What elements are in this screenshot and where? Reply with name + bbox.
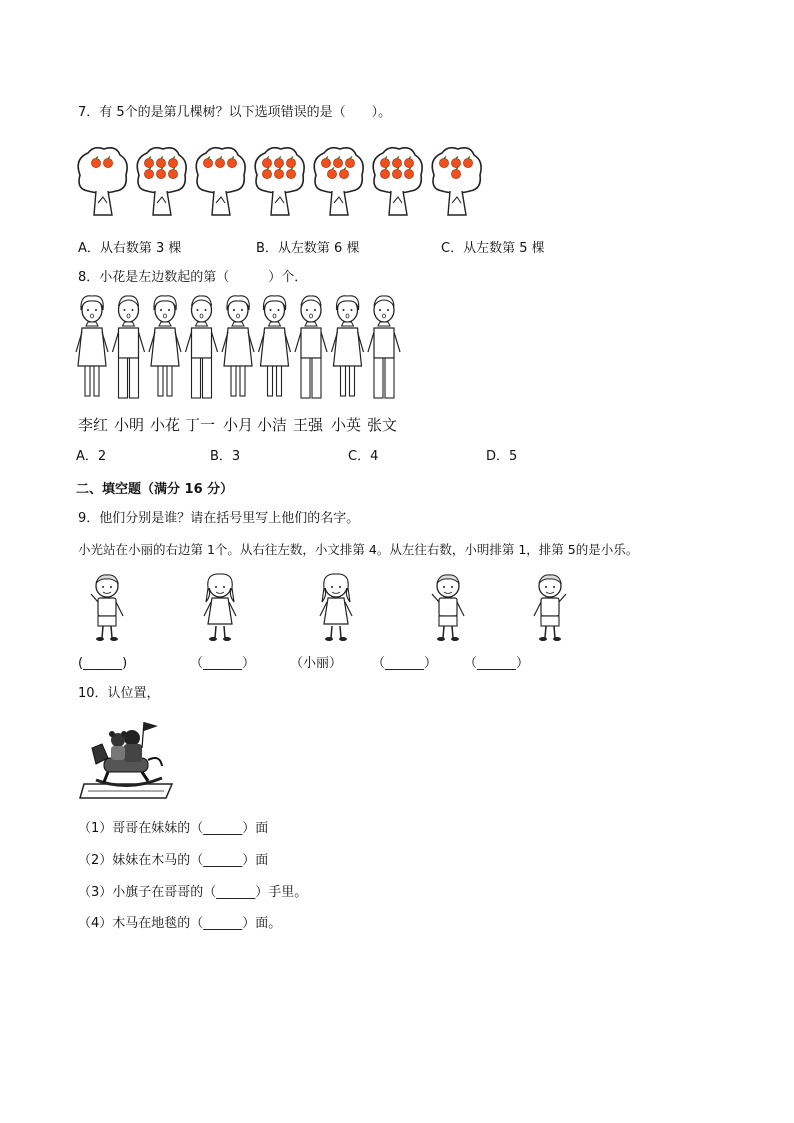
apple — [156, 169, 165, 178]
tree-4 — [255, 148, 304, 215]
tree-5 — [314, 148, 363, 215]
q9-blank-4[interactable]: （______） — [372, 656, 438, 671]
apple — [463, 158, 472, 167]
question-7-text: 7．有 5个的是第几棵树？以下选项错误的是（ ）。 — [78, 105, 392, 120]
children-svg — [74, 292, 404, 407]
children-names — [74, 414, 404, 436]
apple — [144, 169, 153, 178]
q9-label-xiaoli: （小丽） — [290, 656, 343, 671]
apple — [156, 158, 165, 167]
apple — [262, 158, 271, 167]
apple — [91, 158, 100, 167]
q8-option-b[interactable]: B．3 — [210, 449, 241, 464]
child-2 — [204, 574, 236, 641]
kids-row-illustration — [80, 572, 600, 647]
child-name: 张文 — [367, 416, 398, 434]
apple — [333, 158, 342, 167]
tree-2 — [137, 148, 186, 215]
q10-item-1[interactable]: （1）哥哥在妹妹的（______）面 — [78, 821, 269, 836]
child-name: 小月 — [223, 416, 254, 434]
tree-7 — [432, 148, 481, 215]
child-figure — [368, 296, 400, 398]
child-figure — [113, 296, 145, 398]
trees-illustration — [72, 145, 482, 220]
apple — [380, 169, 389, 178]
child-figure — [149, 296, 181, 396]
q9-blank-2[interactable]: （______） — [190, 656, 256, 671]
q8-option-d[interactable]: D．5 — [486, 449, 518, 464]
apple — [168, 169, 177, 178]
child-name: 小英 — [331, 416, 362, 434]
apple — [274, 169, 283, 178]
child-name: 小洁 — [257, 416, 288, 434]
apple — [451, 158, 460, 167]
apple — [274, 158, 283, 167]
apple — [168, 158, 177, 167]
tree-1 — [78, 148, 127, 215]
apple — [215, 158, 224, 167]
child-1 — [91, 575, 123, 641]
apple — [321, 158, 330, 167]
q10-item-4[interactable]: （4）木马在地毯的（______）面。 — [78, 916, 282, 931]
apple — [345, 158, 354, 167]
child-3 — [320, 574, 352, 641]
apple — [404, 169, 413, 178]
child-figure — [76, 296, 108, 396]
child-figure — [222, 296, 254, 396]
q10-item-2[interactable]: （2）妹妹在木马的（______）面 — [78, 853, 269, 868]
apple — [392, 158, 401, 167]
q8-option-a[interactable]: A．2 — [76, 449, 107, 464]
q10-item-3[interactable]: （3）小旗子在哥哥的（______）手里。 — [78, 885, 308, 900]
tree-3 — [196, 148, 245, 215]
apple — [327, 169, 336, 178]
apple — [144, 158, 153, 167]
child-name: 李红 — [78, 416, 109, 434]
q7-option-c[interactable]: C．从左数第 5 棵 — [441, 241, 545, 256]
children-illustration — [74, 292, 404, 407]
question-10-text: 10．认位置， — [78, 686, 160, 701]
apple — [286, 158, 295, 167]
q9-blank-5[interactable]: （______） — [464, 656, 530, 671]
child-name: 小花 — [150, 416, 181, 434]
child-name: 丁一 — [185, 416, 216, 434]
child-5 — [534, 575, 566, 641]
q9-blank-1[interactable]: (______) — [78, 656, 128, 671]
child-name: 小明 — [114, 416, 145, 434]
apple — [103, 158, 112, 167]
question-8-text: 8．小花是左边数起的第（ ）个． — [78, 270, 308, 285]
question-9-text: 9．他们分别是谁？请在括号里写上他们的名字。 — [78, 511, 360, 526]
tree-6 — [373, 148, 422, 215]
trees-svg — [72, 145, 482, 220]
apple — [286, 169, 295, 178]
apple — [380, 158, 389, 167]
child-4 — [432, 575, 464, 641]
child-figure — [332, 296, 364, 396]
q8-option-c[interactable]: C．4 — [348, 449, 379, 464]
apple — [339, 169, 348, 178]
apple — [404, 158, 413, 167]
apple — [227, 158, 236, 167]
rocking-horse-svg — [78, 718, 178, 802]
child-name: 王强 — [293, 416, 324, 434]
question-9-desc: 小光站在小丽的右边第 1个。从右往左数，小文排第 4。从左往右数，小明排第 1，排第 5的是小乐。 — [78, 542, 639, 557]
apple — [451, 169, 460, 178]
apple — [439, 158, 448, 167]
child-figure — [295, 296, 327, 398]
q7-option-b[interactable]: B．从左数第 6 棵 — [256, 241, 360, 256]
rocking-horse-illustration — [78, 718, 178, 802]
apple — [262, 169, 271, 178]
section-2-title: 二、填空题（满分 16 分） — [76, 482, 234, 497]
q7-option-a[interactable]: A．从右数第 3 棵 — [78, 241, 182, 256]
child-figure — [186, 296, 218, 398]
apple — [392, 169, 401, 178]
kids-row-svg — [80, 572, 600, 647]
apple — [203, 158, 212, 167]
child-figure — [259, 296, 291, 396]
